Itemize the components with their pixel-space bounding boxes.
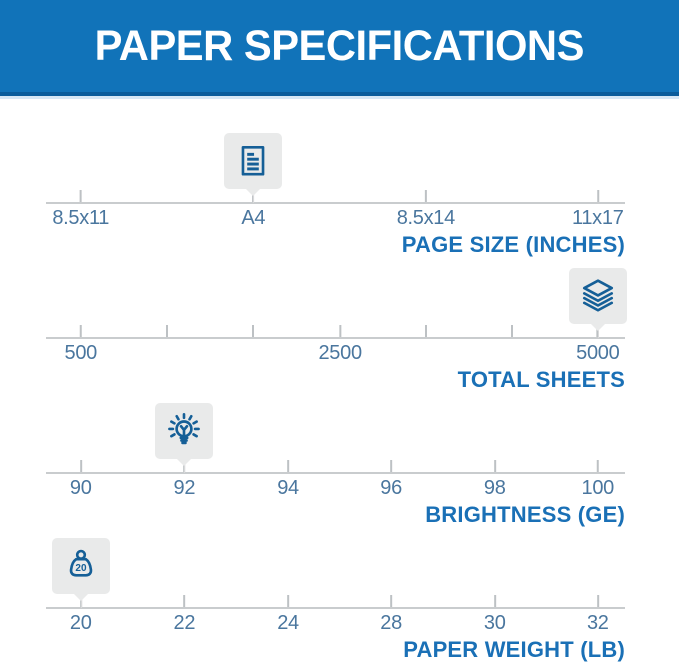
- tick-mark: [390, 595, 392, 607]
- tick-label: A4: [241, 207, 266, 229]
- tick-mark: [287, 595, 289, 607]
- tick-mark: [597, 190, 599, 202]
- tick-mark: [494, 595, 496, 607]
- tick-label: 94: [277, 477, 299, 499]
- tick-mark: [494, 460, 496, 472]
- tick-mark: [80, 325, 82, 337]
- weight-badge-text: 20: [75, 562, 87, 574]
- spec-row-paper-weight: [46, 538, 625, 662]
- weight-icon: [62, 547, 100, 585]
- tick-label: 500: [64, 342, 97, 364]
- marker-box: [569, 268, 627, 324]
- tick-label: 28: [380, 612, 402, 634]
- marker-pointer: [177, 459, 191, 466]
- tick-label: 92: [173, 477, 196, 499]
- tick-label: 32: [586, 612, 609, 634]
- tick-mark: [425, 190, 427, 202]
- header-accent-strip: [0, 96, 679, 99]
- marker-box: [224, 133, 282, 189]
- tick-label: 22: [173, 612, 196, 634]
- tick-mark: [597, 595, 599, 607]
- brightness-label: BRIGHTNESS (GE): [425, 502, 625, 527]
- tick-8-5x11: [52, 190, 109, 230]
- tick-label: 24: [277, 612, 299, 634]
- total-sheets-label: TOTAL SHEETS: [457, 367, 625, 392]
- paper-stack-icon: [579, 277, 617, 315]
- tick-mark: [183, 595, 185, 607]
- total-sheets-marker: [569, 268, 627, 331]
- tick-mark: [425, 325, 427, 337]
- tick-label: 30: [483, 612, 506, 634]
- tick-label: 5000: [576, 342, 620, 364]
- tick-8-5x14: [397, 190, 455, 230]
- spec-row-brightness: [46, 403, 625, 538]
- tick-24: [277, 595, 299, 635]
- tick-mark: [80, 190, 82, 202]
- paper-weight-marker: [52, 538, 110, 601]
- tick-96: [380, 460, 402, 500]
- tick-label: 90: [69, 477, 92, 499]
- tick-28: [380, 595, 402, 635]
- tick-label: 100: [581, 477, 615, 499]
- tick-label: 98: [483, 477, 506, 499]
- tick-label: 2500: [318, 342, 362, 364]
- tick-mark: [287, 460, 289, 472]
- page-size-marker: [224, 133, 282, 196]
- brightness-marker: [155, 403, 213, 466]
- tick-30: [484, 595, 506, 635]
- tick-unlabeled: [425, 325, 427, 342]
- tick-label: 20: [69, 612, 92, 634]
- tick-500: [64, 325, 96, 365]
- tick-11x17: [572, 190, 624, 230]
- tick-94: [277, 460, 299, 500]
- document-icon: [234, 142, 272, 180]
- tick-mark: [252, 325, 254, 337]
- tick-label: 96: [380, 477, 402, 499]
- tick-98: [484, 460, 506, 500]
- tick-mark: [597, 460, 599, 472]
- tick-mark: [390, 460, 392, 472]
- tick-label: 11x17: [572, 207, 624, 229]
- marker-box: [155, 403, 213, 459]
- tick-label: 8.5x14: [396, 207, 455, 229]
- scale-line: [46, 472, 625, 474]
- spec-row-page-size: [46, 133, 625, 268]
- page-title: PAPER SPECIFICATIONS: [94, 21, 585, 70]
- scale-line: [46, 607, 625, 609]
- tick-90: [70, 460, 92, 500]
- page-size-label: PAGE SIZE (INCHES): [401, 232, 625, 257]
- tick-unlabeled: [166, 325, 168, 342]
- marker-pointer: [591, 324, 605, 331]
- spec-rows: [46, 133, 625, 662]
- tick-unlabeled: [252, 325, 254, 342]
- spec-row-total-sheets: [46, 268, 625, 403]
- tick-mark: [339, 325, 341, 337]
- tick-mark: [80, 460, 82, 472]
- header-banner: [0, 0, 679, 96]
- tick-2500: [318, 325, 361, 365]
- tick-22: [174, 595, 196, 635]
- marker-pointer: [74, 594, 88, 601]
- marker-pointer: [246, 189, 260, 196]
- tick-mark: [511, 325, 513, 337]
- lightbulb-icon: [165, 412, 203, 450]
- tick-unlabeled: [511, 325, 513, 342]
- marker-box: [52, 538, 110, 594]
- tick-32: [587, 595, 609, 635]
- scale-line: [46, 202, 625, 204]
- tick-mark: [166, 325, 168, 337]
- paper-weight-label: PAPER WEIGHT (LB): [403, 637, 625, 662]
- tick-100: [582, 460, 614, 500]
- tick-label: 8.5x11: [52, 207, 110, 229]
